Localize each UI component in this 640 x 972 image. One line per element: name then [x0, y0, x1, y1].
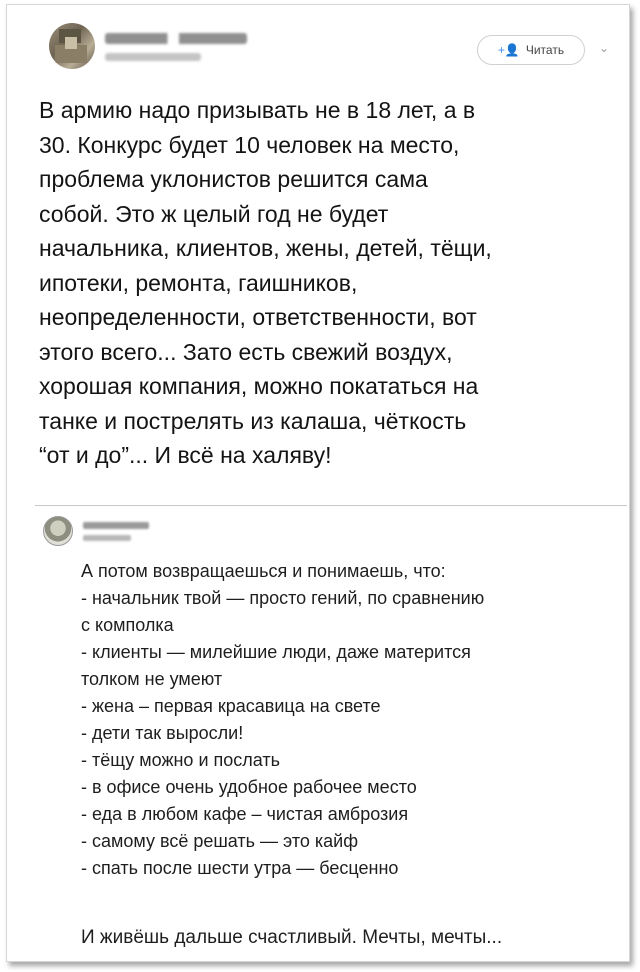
reply-line: А потом возвращаешься и понимаешь, что:: [81, 561, 446, 581]
reply-line: - в офисе очень удобное рабочее место: [81, 777, 417, 797]
author-name-blurred[interactable]: [105, 33, 247, 44]
reply-line: с комполка: [81, 615, 174, 635]
avatar-pixel: [65, 37, 77, 49]
follow-button-label: Читать: [525, 43, 565, 57]
author-handle-blurred: [105, 53, 201, 61]
follow-button[interactable]: [477, 35, 585, 65]
reply-line: - самому всё решать — это кайф: [81, 831, 359, 851]
reply-closing-line: И живёшь дальше счастливый. Мечты, мечты...: [81, 927, 503, 948]
reply-author-name-blurred[interactable]: [83, 522, 149, 529]
reply-author-avatar[interactable]: [43, 516, 73, 546]
author-avatar[interactable]: [49, 23, 95, 69]
add-person-icon: +👤: [497, 43, 520, 57]
reply-line: - начальник твой — просто гений, по сравнению: [81, 588, 485, 608]
reply-line: - еда в любом кафе – чистая амброзия: [81, 804, 409, 824]
quote-divider: [35, 505, 627, 506]
reply-line: - клиенты — милейшие люди, даже матерится: [81, 642, 471, 662]
reply-line: - спать после шести утра — бесценно: [81, 858, 399, 878]
post-header: [7, 5, 629, 85]
reply-line: толком не умеют: [81, 669, 223, 689]
reply-text: [81, 558, 627, 882]
chevron-down-icon[interactable]: ⌄: [599, 41, 610, 55]
screenshot-frame: [6, 4, 630, 962]
reply-line: - жена – первая красавица на свете: [81, 696, 381, 716]
reply-line: - тёщу можно и послать: [81, 750, 280, 770]
reply-author-handle-blurred: [83, 535, 131, 541]
reply-line: - дети так выросли!: [81, 723, 244, 743]
post-text: В армию надо призывать не в 18 лет, а в 30. Конкурс будет 10 человек на место, проблема уклонистов решится сама собой. Это ж целый год не будет начальника, клиентов, жены, детей, тёщи, ипотеки, ремонта, гаишников, неопределенности, ответственности, вот этого всего... Зато есть свежий воздух, хорошая компания, можно покататься на танке и пострелять из калаша, чёткость “от и до”... И всё на халяву!: [39, 97, 492, 468]
